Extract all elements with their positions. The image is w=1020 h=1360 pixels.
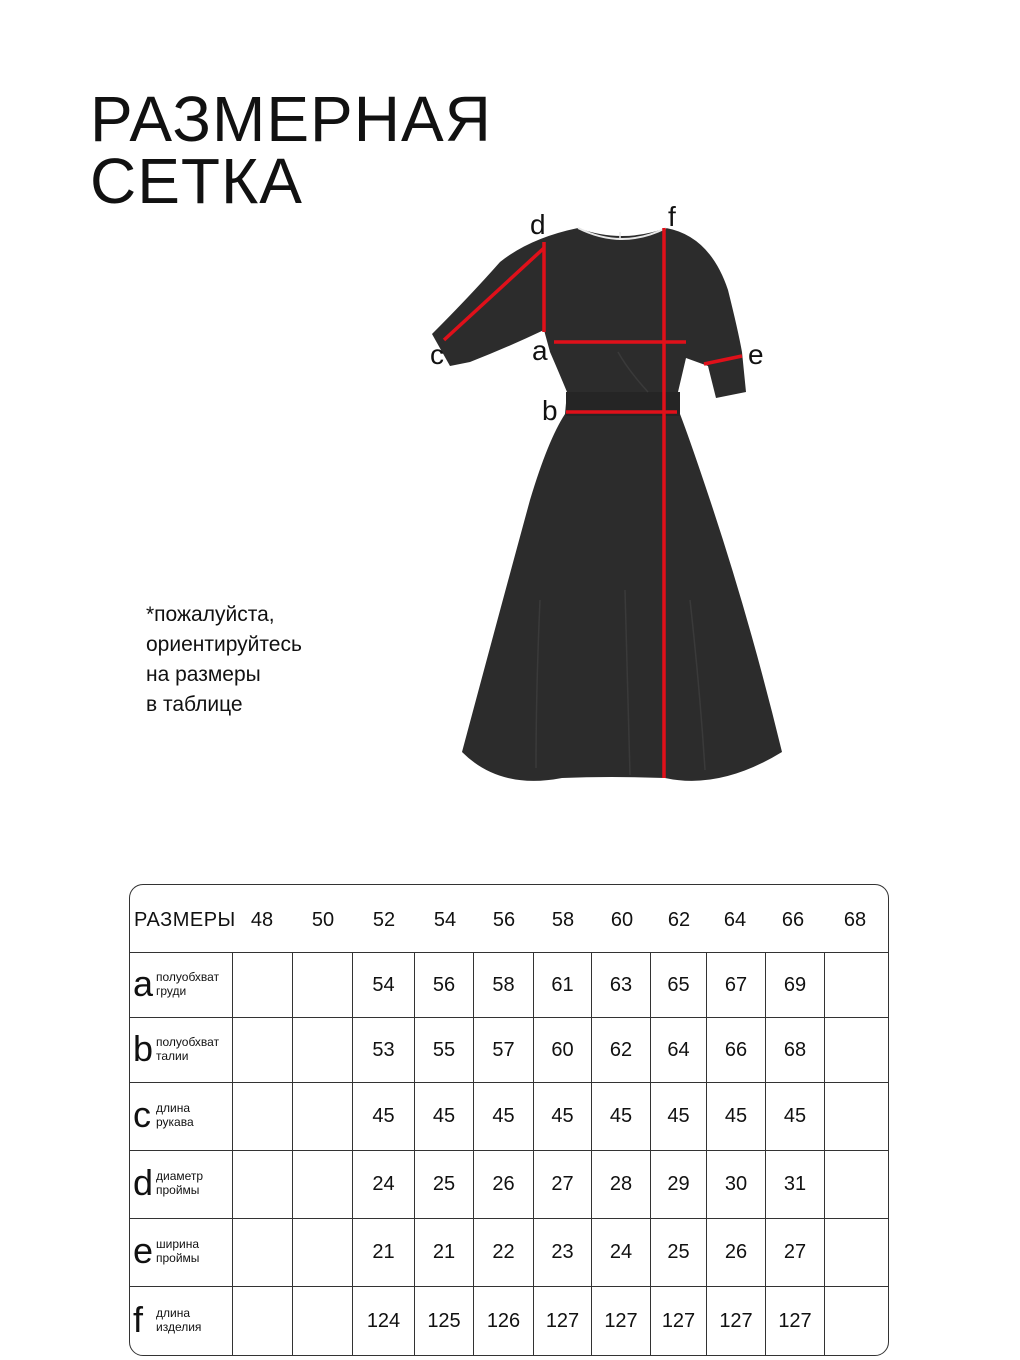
row-desc-line-2: проймы [156, 1251, 200, 1265]
size-header-50: 50 [311, 909, 335, 931]
table-cell [592, 1219, 651, 1286]
cell-value: 124 [366, 1310, 401, 1332]
size-table [129, 884, 889, 1356]
row-desc-line-1: ширина [156, 1237, 200, 1251]
table-cell [293, 1219, 353, 1286]
cell-value: 29 [667, 1173, 690, 1195]
table-cell [474, 1219, 534, 1286]
cell-value: 45 [783, 1105, 807, 1127]
cell-value: 28 [609, 1173, 633, 1195]
cell-value: 26 [724, 1241, 748, 1263]
cell-value: 67 [724, 973, 748, 996]
table-cell [707, 1151, 766, 1218]
table-cell [415, 1219, 474, 1286]
cell-value: 127 [545, 1310, 580, 1332]
table-cell [766, 1018, 825, 1082]
table-cell [534, 1018, 592, 1082]
table-cell [592, 1083, 651, 1150]
table-cell [825, 953, 889, 1017]
table-cell [651, 1219, 707, 1286]
cell-value: 60 [551, 1038, 574, 1061]
table-cell [353, 1083, 415, 1150]
table-cell [233, 953, 293, 1017]
row-label-d [130, 1151, 233, 1218]
cell-value: 26 [492, 1173, 515, 1195]
table-cell [293, 953, 353, 1017]
sizes-header-label: РАЗМЕРЫ [134, 909, 236, 931]
table-cell [766, 1219, 825, 1286]
cell-value: 45 [667, 1105, 690, 1127]
cell-value: 63 [609, 973, 633, 996]
row-letter: f [133, 1299, 144, 1340]
table-row-c [130, 1083, 888, 1151]
cell-value: 56 [432, 973, 456, 996]
note-line-2: ориентируйтесь [146, 633, 302, 656]
cell-value: 62 [609, 1038, 633, 1061]
row-label-c [130, 1083, 233, 1150]
row-letter: d [133, 1162, 154, 1203]
row-desc-line-2: груди [156, 983, 187, 998]
table-cell [353, 1219, 415, 1286]
table-row-f [130, 1287, 888, 1356]
table-cell [651, 1083, 707, 1150]
table-cell [534, 1219, 592, 1286]
label-d: d [530, 209, 546, 240]
cell-value: 127 [719, 1310, 753, 1332]
label-e: e [748, 339, 764, 370]
row-desc-line-1: полуобхват [156, 1034, 220, 1049]
size-header-64: 64 [723, 909, 747, 931]
cell-value: 58 [492, 973, 515, 996]
label-b: b [542, 395, 558, 426]
table-cell [707, 1287, 766, 1356]
cell-value: 53 [372, 1038, 395, 1061]
row-label-f [130, 1287, 233, 1356]
cell-value: 57 [492, 1038, 515, 1061]
size-header-66: 66 [781, 909, 805, 931]
row-desc-line-1: длина [156, 1306, 191, 1320]
cell-value: 21 [372, 1241, 395, 1263]
table-cell [766, 1083, 825, 1150]
table-cell [825, 1287, 889, 1356]
table-cell [474, 1287, 534, 1356]
table-cell [766, 1287, 825, 1356]
cell-value: 65 [667, 973, 690, 996]
cell-value: 24 [609, 1241, 633, 1263]
cell-value: 27 [551, 1173, 574, 1195]
cell-value: 127 [661, 1310, 696, 1332]
table-cell [474, 1083, 534, 1150]
table-cell [766, 953, 825, 1017]
row-letter: c [133, 1094, 151, 1135]
title-line-1: РАЗМЕРНАЯ [90, 83, 492, 155]
table-row-d [130, 1151, 888, 1219]
size-header-68: 68 [843, 909, 867, 931]
table-cell [233, 1083, 293, 1150]
table-cell [651, 1151, 707, 1218]
table-cell [474, 953, 534, 1017]
row-label-b [130, 1018, 233, 1082]
table-header-row [130, 885, 888, 953]
table-cell [592, 953, 651, 1017]
table-cell [707, 1018, 766, 1082]
size-header-58: 58 [551, 909, 575, 931]
table-cell [825, 1219, 889, 1286]
table-cell [415, 1151, 474, 1218]
row-letter: b [133, 1027, 154, 1069]
size-header-56: 56 [492, 909, 516, 931]
note-line-3: на размеры [146, 663, 261, 686]
row-desc-line-1: длина [156, 1101, 191, 1115]
cell-value: 45 [609, 1105, 633, 1127]
cell-value: 69 [783, 973, 807, 996]
cell-value: 27 [783, 1241, 807, 1263]
row-label-a [130, 953, 233, 1017]
table-cell [707, 1219, 766, 1286]
table-cell [707, 953, 766, 1017]
table-cell [707, 1083, 766, 1150]
cell-value: 55 [432, 1038, 456, 1061]
cell-value: 45 [372, 1105, 395, 1127]
table-cell [353, 1018, 415, 1082]
cell-value: 21 [432, 1241, 456, 1263]
title-line-2: СЕТКА [90, 145, 303, 217]
table-cell [415, 1018, 474, 1082]
cell-value: 127 [778, 1310, 812, 1332]
label-c: c [430, 339, 444, 370]
cell-value: 126 [486, 1310, 521, 1332]
cell-value: 30 [724, 1173, 748, 1195]
table-cell [592, 1151, 651, 1218]
table-cell [592, 1287, 651, 1356]
cell-value: 45 [551, 1105, 574, 1127]
label-a: a [532, 335, 548, 366]
table-cell [415, 1287, 474, 1356]
cell-value: 25 [432, 1173, 456, 1195]
table-cell [766, 1151, 825, 1218]
cell-value: 125 [427, 1310, 461, 1332]
cell-value: 22 [492, 1241, 515, 1263]
row-desc-line-1: диаметр [156, 1169, 204, 1183]
table-row-e [130, 1219, 888, 1287]
size-header-48: 48 [250, 909, 274, 931]
table-cell [651, 1287, 707, 1356]
label-f: f [668, 201, 676, 232]
cell-value: 25 [667, 1241, 690, 1263]
cell-value: 45 [492, 1105, 515, 1127]
note-line-1: *пожалуйста, [146, 603, 275, 626]
cell-value: 54 [372, 973, 395, 996]
size-note [146, 600, 302, 720]
table-cell [474, 1151, 534, 1218]
row-label-e [130, 1219, 233, 1286]
row-desc-line-2: изделия [156, 1320, 202, 1334]
cell-value: 23 [551, 1241, 574, 1263]
cell-value: 64 [667, 1038, 690, 1061]
row-desc-line-1: полуобхват [156, 969, 220, 984]
table-row-b [130, 1018, 888, 1083]
row-desc-line-2: талии [156, 1048, 189, 1063]
cell-value: 24 [372, 1173, 395, 1195]
note-line-4: в таблице [146, 693, 243, 716]
table-cell [415, 953, 474, 1017]
table-cell [474, 1018, 534, 1082]
cell-value: 66 [724, 1038, 748, 1061]
dress-illustration [432, 228, 782, 781]
table-cell [651, 1018, 707, 1082]
size-header-60: 60 [610, 909, 634, 931]
cell-value: 61 [551, 973, 574, 996]
cell-value: 45 [432, 1105, 456, 1127]
table-cell [825, 1151, 889, 1218]
table-cell [233, 1151, 293, 1218]
table-cell [534, 953, 592, 1017]
size-header-52: 52 [372, 909, 396, 931]
size-header-62: 62 [667, 909, 691, 931]
table-cell [415, 1083, 474, 1150]
table-cell [293, 1018, 353, 1082]
table-cell [534, 1083, 592, 1150]
table-cell [233, 1287, 293, 1356]
table-cell [353, 1151, 415, 1218]
table-cell [651, 953, 707, 1017]
table-cell [825, 1083, 889, 1150]
cell-value: 31 [783, 1173, 807, 1195]
table-cell [592, 1018, 651, 1082]
table-cell [233, 1018, 293, 1082]
table-cell [825, 1018, 889, 1082]
row-letter: a [133, 962, 154, 1004]
table-cell [534, 1151, 592, 1218]
cell-value: 45 [724, 1105, 748, 1127]
table-cell [353, 953, 415, 1017]
table-cell [293, 1083, 353, 1150]
table-cell [293, 1151, 353, 1218]
row-letter: e [133, 1230, 154, 1271]
table-cell [353, 1287, 415, 1356]
size-header-54: 54 [433, 909, 457, 931]
table-cell [293, 1287, 353, 1356]
cell-value: 127 [604, 1310, 638, 1332]
row-desc-line-2: проймы [156, 1183, 200, 1197]
table-row-a [130, 953, 888, 1018]
table-cell [534, 1287, 592, 1356]
cell-value: 68 [783, 1038, 807, 1061]
table-cell [233, 1219, 293, 1286]
row-desc-line-2: рукава [156, 1115, 194, 1129]
